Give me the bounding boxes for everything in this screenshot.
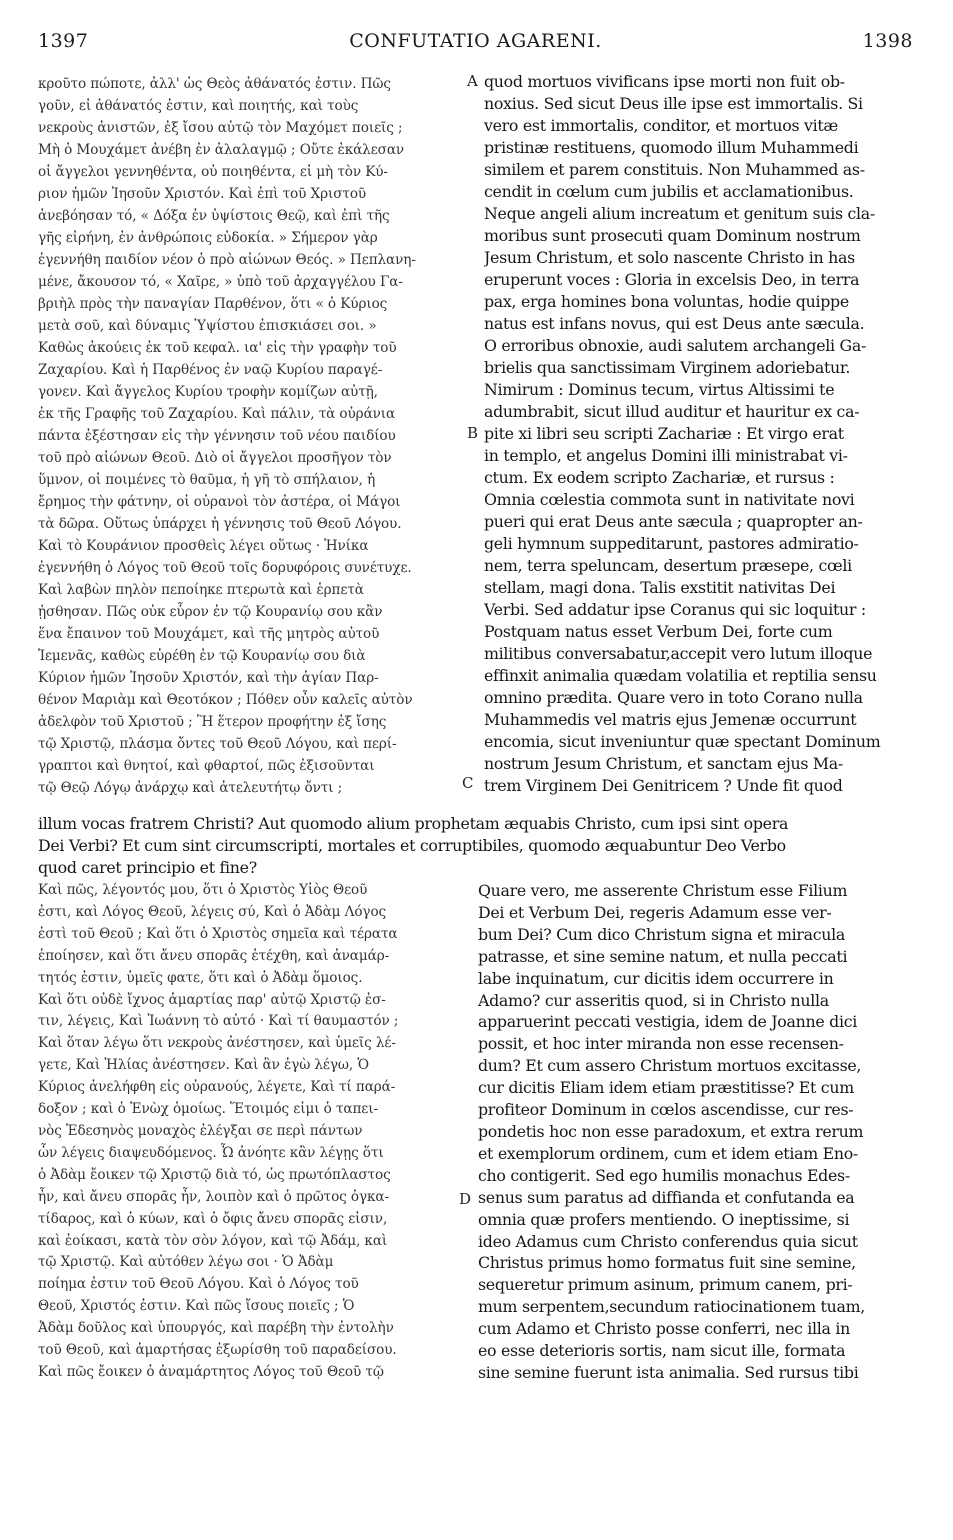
section-marker-c: C [462, 774, 474, 792]
greek-line: ριον ἡμῶν Ἰησοῦν Χριστόν. Καὶ ἐπὶ τοῦ Χριστοῦ [38, 186, 367, 202]
greek-line: τῷ Χριστῷ. Καὶ αὐτόθεν λέγω σοι · Ὁ Ἀδὰμ [38, 1254, 334, 1271]
greek-column-top [38, 73, 482, 799]
latin-line: ctum. Ex eodem scripto Zachariæ, et rursus : [484, 468, 835, 487]
latin-line: similem et parem constituis. Non Muhammed as- [484, 160, 865, 179]
greek-line: ἔρημος τὴν φάτνην, οἱ οὐρανοὶ τὸν ἀστέρα, οἱ Μάγοι [38, 494, 401, 510]
greek-line: τὰ δῶρα. Οὕτως ὑπάρχει ἡ γέννησις τοῦ Θεοῦ Λόγου. [38, 516, 402, 532]
latin-line: adumbrabit, sicut illud auditur et hauritur ex ca- [484, 402, 860, 421]
latin-line: eruperunt voces : Gloria in excelsis Deo, in terra [484, 270, 860, 289]
latin-line: mum serpentem,secundum ratiocinationem tuam, [478, 1297, 865, 1317]
latin-line: senus sum paratus ad diffianda et confutanda ea [478, 1187, 855, 1207]
greek-line: καὶ ἐοίκασι, κατὰ τὸν σὸν λόγον, καὶ τῷ Ἀδάμ, καὶ [38, 1232, 388, 1249]
greek-line: ὕμνον, οἱ ποιμένες τὸ θαῦμα, ἡ γῆ τὸ σπήλαιον, ἡ [38, 472, 376, 488]
latin-line: militibus conversabatur,accepit vero lutum illoque [484, 644, 873, 663]
greek-line: ποίημα ἐστιν τοῦ Θεοῦ Λόγου. Καὶ ὁ Λόγος τοῦ [38, 1276, 359, 1293]
latin-line: sine semine fuerunt ista animalia. Sed rursus tibi [478, 1362, 859, 1382]
section-marker-d: D [459, 1190, 472, 1208]
greek-line: τιν, λέγεις, Καὶ Ἰωάννη τὸ αὐτό · Καὶ τί θαυμαστόν ; [38, 1013, 399, 1030]
greek-line: ὧν λέγεις διαψευδόμενος. Ὦ ἀνόητε κἂν λέγῃς ὅτι [38, 1144, 384, 1161]
latin-line: illum vocas fratrem Christi? Aut quomodo alium prophetam æquabis Christo, cum ipsi sint opera [38, 814, 789, 833]
latin-line: dum? Et cum assero Christum mortuos excitasse, [478, 1056, 862, 1076]
latin-line: quod caret principio et fine? [38, 858, 257, 877]
latin-line: ideo Adamus cum Christo conferendus quia sicut [478, 1231, 858, 1251]
latin-line: eo esse deterioris sortis, nam sicut ille, formata [478, 1341, 846, 1361]
latin-line: trem Virginem Dei Genitricem ? Unde fit quod [484, 776, 843, 795]
greek-line: Καὶ ὅταν λέγω ὅτι νεκροὺς ἀνέστησεν, καὶ ὑμεῖς λέ- [38, 1035, 396, 1052]
greek-line: Θεοῦ, Χριστός ἐστιν. Καὶ πῶς ἴσους ποιεῖς ; Ὁ [38, 1298, 355, 1315]
greek-line: Μὴ ὁ Μουχάμετ ἀνέβη ἐν ἀλαλαγμῷ ; Οὔτε ἐκάλεσαν [38, 142, 405, 158]
greek-line: ἀδελφὸν τοῦ Χριστοῦ ; Ἢ ἕτερον προφήτην ἐξ ἴσης [38, 714, 387, 730]
latin-line: Adamo? cur asseritis quod, si in Christo nulla [478, 990, 829, 1010]
latin-line: natus est infans novus, qui est Deus ante sæcula. [484, 314, 865, 333]
greek-line: γοῦν, εἰ ἀθάνατός ἐστιν, καὶ ποιητής, καὶ τοὺς [38, 98, 359, 114]
greek-line: Ζαχαρίου. Καὶ ἡ Παρθένος ἐν ναῷ Κυρίου παραγέ- [38, 362, 383, 378]
latin-line: Dei Verbi? Et cum sint circumscripti, mortales et corruptibiles, quomodo æquabuntur Deo Verbo [38, 836, 786, 855]
latin-line: pondetis hoc non esse paradoxum, et extra rerum [478, 1121, 864, 1141]
latin-line: nostrum Jesum Christum, et sanctam ejus Ma- [484, 754, 843, 773]
greek-line: μετὰ σοῦ, καὶ δύναμις Ὑψίστου ἐπισκιάσει σοι. » [38, 318, 377, 334]
right-page-number: 1398 [862, 30, 913, 52]
page-header [38, 30, 913, 64]
greek-line: γετε, Καὶ Ἠλίας ἀνέστησεν. Καὶ ἂν ἐγὼ λέγω, Ὁ [38, 1057, 369, 1074]
greek-line: οἱ ἄγγελοι γεννηθέντα, οὐ ποιηθέντα, εἰ μὴ τὸν Κύ- [38, 164, 388, 180]
greek-line: γραπτοι καὶ θνητοί, καὶ φθαρτοί, πῶς ἐξισοῦνται [38, 758, 375, 774]
greek-line: Κύριος ἀνελήφθη εἰς οὐρανούς, λέγετε, Καὶ τί παρά- [38, 1079, 396, 1096]
latin-line: noxius. Sed sicut Deus ille ipse est immortalis. Si [484, 94, 863, 113]
greek-line: μένε, ἄκουσον τό, « Χαῖρε, » ὑπὸ τοῦ ἀρχαγγέλου Γα- [38, 274, 403, 290]
greek-line: τοῦ πρὸ αἰώνων Θεοῦ. Διὸ οἱ ἄγγελοι προσῆγον τὸν [38, 450, 392, 466]
greek-line: Καὶ πῶς ἔοικεν ὁ ἀναμάρτητος Λόγος τοῦ Θεοῦ τῷ [38, 1363, 384, 1380]
greek-line: ἐστι, καὶ Λόγος Θεοῦ, λέγεις σύ, Καὶ ὁ Ἀδὰμ Λόγος [38, 903, 387, 920]
greek-line: νεκροὺς ἀνιστῶν, ἐξ ἴσου αὐτῷ τὸν Μαχόμετ ποιεῖς ; [38, 120, 403, 136]
latin-line: omnia quæ profers mentiendo. O ineptissime, si [478, 1209, 850, 1229]
latin-line: apparuerint peccati vestigia, idem de Joanne dici [478, 1012, 858, 1032]
latin-line: nem, terra speluncam, desertum præsepe, cœli [484, 556, 852, 575]
greek-line: Ἀδὰμ δοῦλος καὶ ὑπουργός, καὶ παρέβη τὴν ἐντολὴν [38, 1320, 394, 1337]
latin-line: in templo, et angelus Domini illi ministrabat vi- [484, 446, 848, 465]
latin-line: Nimirum : Dominus tecum, virtus Altissimi te [484, 380, 835, 399]
latin-line: Christus primus homo formatus fuit sine semine, [478, 1253, 856, 1273]
latin-line: effinxit animalia quædam volatilia et reptilia sensu [484, 666, 877, 685]
greek-line: νὸς Ἐδεσηνὸς μοναχὸς ἐλέγξαι σε περὶ πάντων [38, 1122, 363, 1139]
latin-line: labe inquinatum, cur dicitis idem occurrere in [478, 968, 834, 988]
greek-line: Καὶ λαβὼν πηλὸν πεποίηκε πτερωτὰ καὶ ἑρπετὰ [38, 582, 364, 598]
latin-line: quod mortuos vivificans ipse morti non fuit ob- [484, 72, 845, 91]
latin-line: brielis qua sanctissimam Virginem adoriebatur. [484, 358, 851, 377]
latin-line: possit, et hoc inter miranda non esse recensen- [478, 1034, 844, 1054]
greek-line: ἐκ τῆς Γραφῆς τοῦ Ζαχαρίου. Καὶ πάλιν, τὰ οὐράνια [38, 406, 396, 422]
latin-line: bum Dei? Cum dico Christum signa et miracula [478, 924, 846, 944]
latin-line: Quare vero, me asserente Christum esse Filium [478, 881, 848, 900]
greek-line: ἐστὶ τοῦ Θεοῦ ; Καὶ ὅτι ὁ Χριστὸς σημεῖα καὶ τέρατα [38, 925, 398, 942]
greek-line: ἐγεννήθη ὁ Λόγος τοῦ Θεοῦ τοῖς δορυφόροις συνέτυχε. [38, 560, 412, 576]
greek-line: γῆς εἰρήνη, ἐν ἀνθρώποις εὐδοκία. » Σήμερον γὰρ [38, 230, 378, 246]
latin-line: cendit in cœlum cum jubilis et acclamationibus. [484, 182, 854, 201]
greek-line: δοξον ; καὶ ὁ Ἐνὼχ ὁμοίως. Ἕτοιμός εἰμι ὁ ταπει- [38, 1101, 378, 1118]
latin-line: Verbi. Sed addatur ipse Coranus qui sic loquitur : [484, 600, 866, 619]
latin-line: pite xi libri seu scripti Zachariæ : Et virgo erat [484, 424, 844, 443]
latin-line: cur dicitis Eliam idem etiam præstitisse? Et cum [478, 1078, 854, 1098]
latin-line: Omnia cœlestia commota sunt in nativitate novi [484, 490, 855, 509]
greek-line: πάντα ἐξέστησαν εἰς τὴν γέννησιν τοῦ νέου παιδίου [38, 428, 396, 444]
latin-line: vero est immortalis, conditor, et mortuos vitæ [484, 116, 838, 135]
greek-line: ᾐσθησαν. Πῶς οὐκ εὗρον ἐν τῷ Κουρανίῳ σου κἂν [38, 604, 383, 620]
latin-line: pax, erga homines bona voluntas, hodie quippe [484, 292, 849, 311]
latin-line: stellam, magi dona. Talis exstitit nativitas Dei [484, 578, 836, 597]
latin-line: cum Adamo et Christo posse conferri, nec illa in [478, 1319, 850, 1339]
latin-line: pristinæ restituens, quomodo illum Muhammedi [484, 138, 859, 157]
section-marker-b: B [467, 424, 479, 442]
latin-line: Jesum Christum, et solo nascente Christo in has [484, 248, 855, 267]
left-page-number: 1397 [38, 30, 89, 52]
greek-line: τῷ Χριστῷ, πλάσμα ὄντες τοῦ Θεοῦ Λόγου, καὶ περί- [38, 736, 397, 752]
greek-line: θένον Μαριὰμ καὶ Θεοτόκον ; Πόθεν οὖν καλεῖς αὐτὸν [38, 692, 413, 708]
latin-line: profiteor Dominum in cœlos ascendisse, cur res- [478, 1100, 854, 1120]
latin-line: omnino prædita. Quare vero in toto Corano nulla [484, 688, 863, 707]
latin-line: Neque angeli alium increatum et genitum suis cla- [484, 204, 875, 223]
latin-line: et exemplorum ordinem, cum et idem etiam Eno- [478, 1143, 858, 1163]
greek-line: Καθὼς ἀκούεις ἐκ τοῦ κεφαλ. ια' εἰς τὴν γραφὴν τοῦ [38, 340, 397, 356]
greek-line: βριὴλ πρὸς τὴν παναγίαν Παρθένον, ὅτι « ὁ Κύριος [38, 296, 388, 312]
greek-line: ἐγεννήθη παιδίον νέον ὁ πρὸ αἰώνων Θεός. » Πεπλανη- [38, 252, 416, 268]
greek-line: τοῦ Θεοῦ, καὶ ἁμαρτήσας ἐξωρίσθη τοῦ παραδείσου. [38, 1342, 397, 1359]
greek-column-bottom [38, 880, 478, 1384]
latin-line: encomia, sicut inveniuntur quæ spectant Dominum [484, 732, 881, 751]
latin-line: sequeretur primum asinum, primum canem, pri- [478, 1275, 853, 1295]
greek-line: Κύριον ἡμῶν Ἰησοῦν Χριστόν, καὶ τὴν ἁγίαν Παρ- [38, 670, 379, 686]
latin-line: patrasse, et sine semine natum, et nulla peccati [478, 946, 848, 966]
latin-line: geli hymnum suppeditarunt, pastores admiratio- [484, 534, 859, 553]
greek-line: γονεν. Καὶ ἄγγελος Κυρίου τροφὴν κομίζων αὐτῇ, [38, 384, 378, 400]
greek-line: ἐποίησεν, καὶ ὅτι ἄνευ σπορᾶς ἐτέχθη, καὶ ἀναμάρ- [38, 947, 390, 964]
latin-line: O erroribus obnoxie, audi salutem archangeli Ga- [484, 336, 866, 355]
running-title: CONFUTATIO AGARENI. [349, 30, 602, 52]
latin-column-top [484, 71, 916, 797]
greek-line: Ἰεμενᾶς, καθὼς εὑρέθη ἐν τῷ Κουρανίῳ σου διὰ [38, 648, 366, 664]
latin-line: Dei et Verbum Dei, regeris Adamum esse ver- [478, 902, 832, 922]
greek-line: κροῦτο πώποτε, ἀλλ' ὡς Θεὸς ἀθάνατός ἐστιν. Πῶς [38, 76, 391, 92]
greek-line: ἕνα ἔπαινον τοῦ Μουχάμετ, καὶ τῆς μητρὸς αὐτοῦ [38, 626, 380, 642]
greek-line: Καὶ τὸ Κουράνιον προσθεὶς λέγει οὕτως · Ἡνίκα [38, 538, 369, 554]
latin-line: Postquam natus esset Verbum Dei, forte cum [484, 622, 833, 641]
greek-line: ἀνεβόησαν τό, « Δόξα ἐν ὑψίστοις Θεῷ, καὶ ἐπὶ τῆς [38, 208, 390, 224]
latin-full-width-bridge [38, 813, 918, 879]
greek-line: τῷ Θεῷ Λόγῳ ἀνάρχῳ καὶ ἀτελευτήτῳ ὄντι ; [38, 780, 343, 796]
latin-line: cho contigerit. Sed ego humilis monachus Edes- [478, 1165, 850, 1185]
greek-line: τίδαρος, καὶ ὁ κύων, καὶ ὁ ὄφις ἄνευ σπορᾶς εἰσιν, [38, 1210, 388, 1227]
greek-line: Καὶ ὅτι οὐδὲ ἴχνος ἁμαρτίας παρ' αὐτῷ Χριστῷ ἐσ- [38, 991, 386, 1008]
latin-line: pueri qui erat Deus ante sæcula ; quapropter an- [484, 512, 863, 531]
greek-line: Καὶ πῶς, λέγοντός μου, ὅτι ὁ Χριστὸς Υἱὸς Θεοῦ [38, 882, 368, 898]
latin-column-bottom [478, 880, 916, 1384]
section-marker-a: A [467, 72, 478, 90]
greek-line: ἦν, καὶ ἄνευ σπορᾶς ἦν, λοιπὸν καὶ ὁ πρῶτος ὀγκα- [38, 1188, 389, 1205]
greek-line: ὁ Ἀδὰμ ἔοικεν τῷ Χριστῷ διὰ τό, ὡς πρωτόπλαστος [38, 1166, 391, 1183]
latin-line: moribus sunt prosecuti quam Dominum nostrum [484, 226, 861, 245]
greek-line: τητός ἐστιν, ὑμεῖς φατε, ὅτι καὶ ὁ Ἀδὰμ ὅμοιος. [38, 969, 363, 986]
latin-line: Muhammedis vel matris ejus Jemenæ occurrunt [484, 710, 857, 729]
